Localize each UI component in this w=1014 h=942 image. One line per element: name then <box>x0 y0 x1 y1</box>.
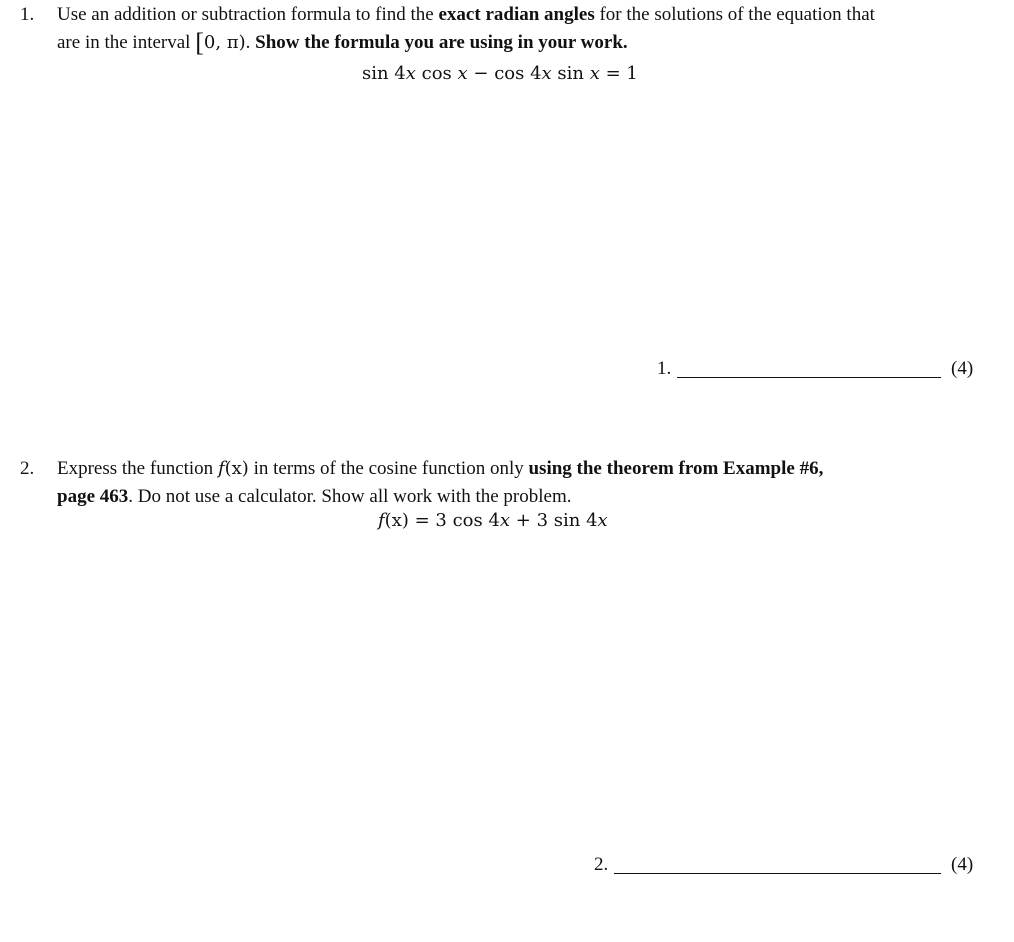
problem-1-text-line-1: Use an addition or subtraction formula to find the exact radian angles for the solutions of the equation that <box>57 4 875 25</box>
answer-2-points: (4) <box>951 854 974 875</box>
answer-2-label: 2. <box>594 854 609 875</box>
answer-1-blank[interactable] <box>677 377 941 378</box>
answer-1-label: 1. <box>657 358 672 379</box>
problem-2-text-line-2: page 463. Do not use a calculator. Show all work with the problem. <box>57 486 572 507</box>
interval-open-bracket: [ <box>195 28 204 57</box>
answer-1-points: (4) <box>951 358 974 379</box>
interval-values: 0, π <box>203 32 239 53</box>
answer-2-blank[interactable] <box>614 873 941 874</box>
problem-1-equation: sin 4x cos x − cos 4x sin x = 1 <box>362 63 638 84</box>
problem-2-number: 2. <box>20 458 35 479</box>
problem-1-number: 1. <box>20 4 35 25</box>
problem-2-equation: f(x) = 3 cos 4x + 3 sin 4x <box>378 510 608 531</box>
interval-close-paren: ) <box>238 32 246 53</box>
problem-2-text-line-1: Express the function f(x) in terms of the cosine function only using the theorem from Example #6, <box>57 458 824 479</box>
problem-1-text-line-2: are in the interval [0, π). Show the formula you are using in your work. <box>57 28 628 57</box>
